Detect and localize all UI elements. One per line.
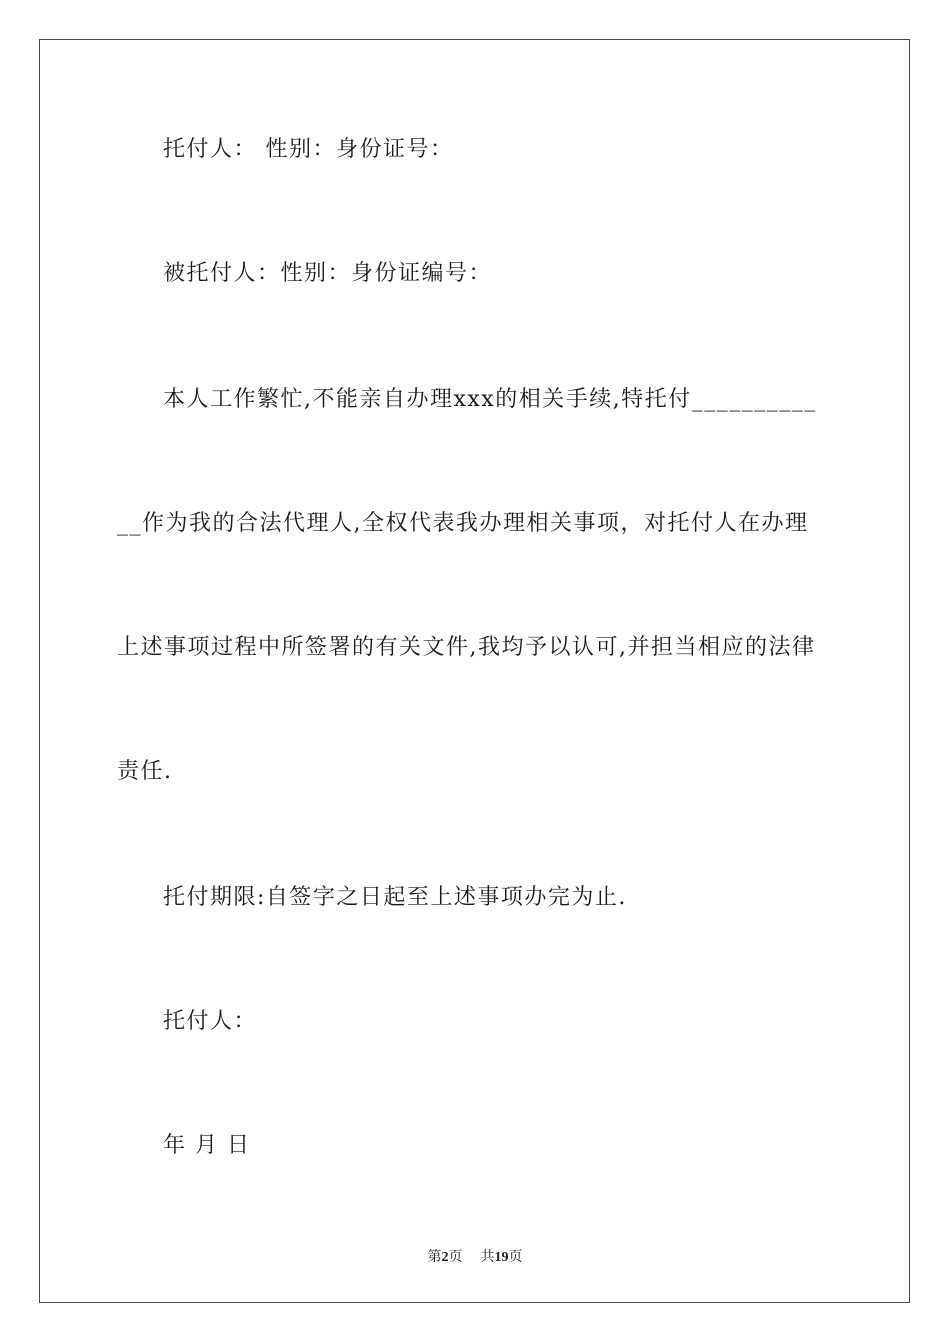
total-prefix: 共 [480,1250,495,1265]
body-paragraph-line-4: 责任. [117,759,173,784]
page-footer [0,1246,950,1266]
body-paragraph-line-3: 上述事项过程中所签署的有关文件,我均予以认可,并担当相应的法律 [117,635,816,660]
authorization-period-line: 托付期限:自签字之日起至上述事项办完为止. [163,885,627,910]
body-paragraph-line-1: 本人工作繁忙,不能亲自办理xxx的相关手续,特托付__________ [163,387,817,412]
date-line: 年 月 日 [163,1133,251,1158]
total-pages: 19 [494,1250,509,1265]
principal-info-line: 托付人： 性别：身份证号： [163,137,454,162]
agent-info-line: 被托付人：性别：身份证编号： [163,261,493,286]
page-border [39,39,910,1303]
body-paragraph-line-2: __作为我的合法代理人,全权代表我办理相关事项，对托付人在办理 [117,511,809,536]
page-prefix: 第 [427,1250,442,1265]
total-suffix: 页 [508,1250,523,1265]
principal-signature-line: 托付人： [163,1009,258,1034]
page-suffix: 页 [448,1250,463,1265]
page-number: 2 [441,1250,449,1265]
